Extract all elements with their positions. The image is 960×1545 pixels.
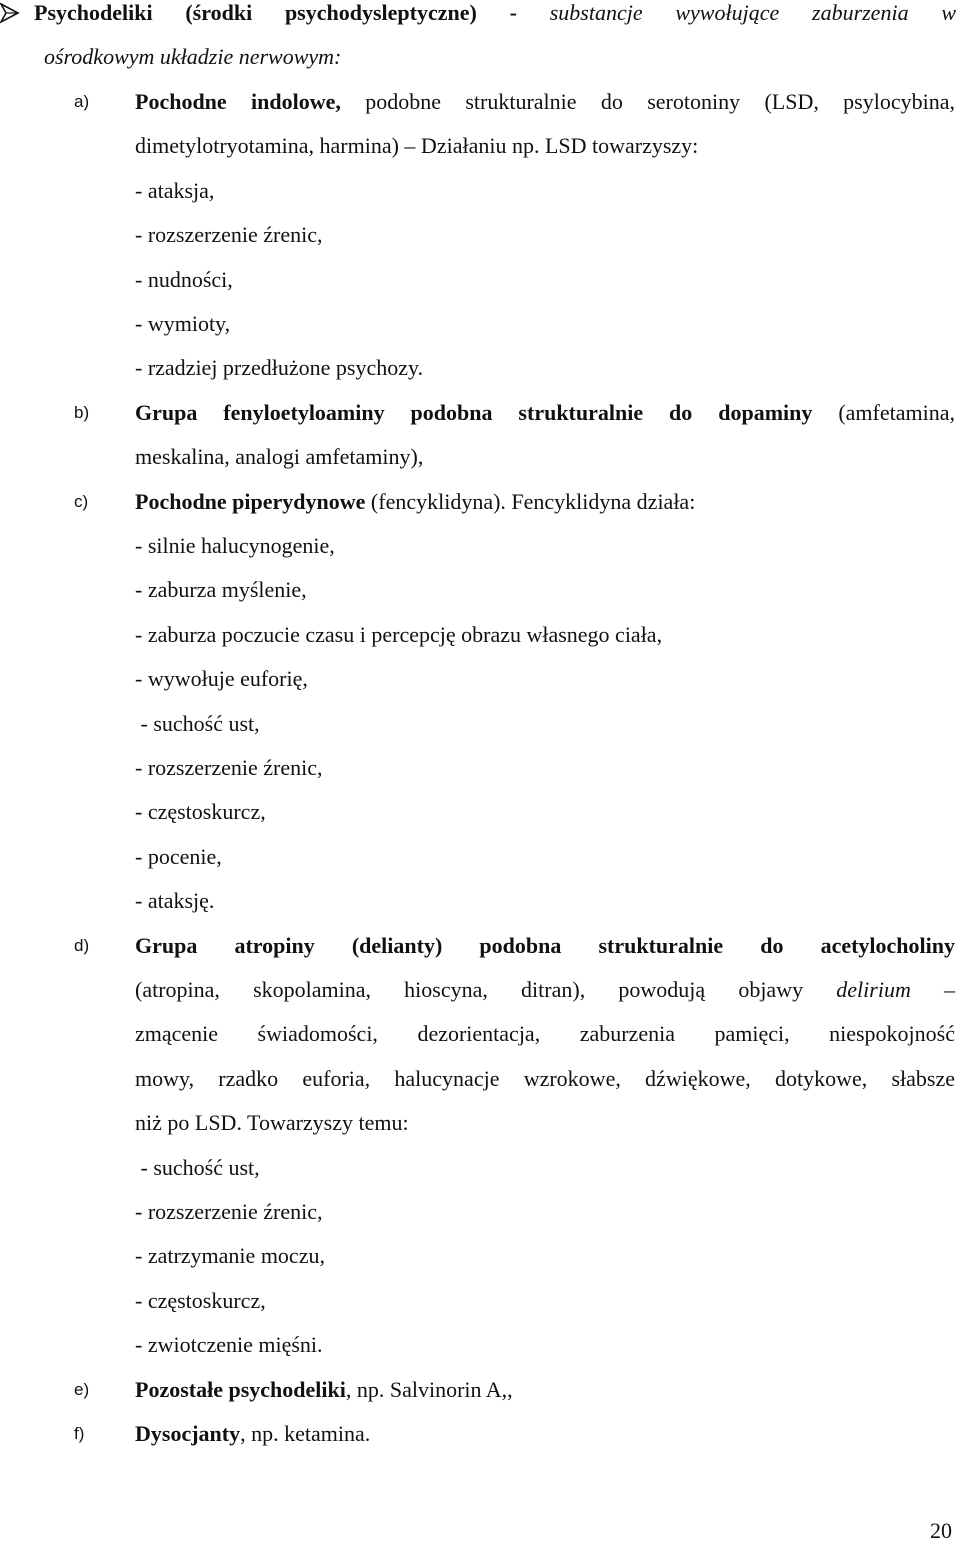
- list-item: - rozszerzenie źrenic,: [135, 222, 323, 247]
- arrowhead-bullet-icon: [0, 2, 20, 24]
- item-title: Pochodne piperydynowe: [135, 489, 366, 514]
- item-dash: –: [944, 977, 956, 1002]
- list-item: - rozszerzenie źrenic,: [135, 755, 323, 780]
- list-item: - wywołuje euforię,: [135, 666, 308, 691]
- heading-subtitle: substancje wywołujące zaburzenia w: [549, 0, 957, 25]
- item-title: Dysocjanty: [135, 1421, 241, 1446]
- list-item: - częstoskurcz,: [135, 799, 266, 824]
- item-text: , np. ketamina.: [240, 1421, 371, 1446]
- list-item: - pocenie,: [135, 844, 222, 869]
- item-text: niż po LSD. Towarzyszy temu:: [135, 1110, 409, 1135]
- item-title: Grupa fenyloetyloaminy podobna strukturalnie do dopaminy: [135, 400, 813, 425]
- item-label: b): [74, 403, 90, 422]
- heading-subtitle-cont: ośrodkowym układzie nerwowym:: [44, 44, 342, 69]
- list-item: - nudności,: [135, 267, 233, 292]
- heading-title: Psychodeliki (środki psychodysleptyczne) -: [34, 0, 517, 25]
- item-term: delirium: [836, 977, 911, 1002]
- item-title: Grupa atropiny (delianty) podobna strukturalnie do acetylocholiny: [135, 933, 955, 958]
- item-text: dimetylotryotamina, harmina) – Działaniu np. LSD towarzyszy:: [135, 133, 699, 158]
- item-label: f): [74, 1424, 85, 1443]
- item-text: mowy, rzadko euforia, halucynacje wzrokowe, dźwiękowe, dotykowe, słabsze: [135, 1066, 955, 1091]
- list-item: - suchość ust,: [135, 711, 260, 736]
- item-text: zmącenie świadomości, dezorientacja, zaburzenia pamięci, niespokojność: [135, 1021, 955, 1046]
- item-title: Pozostałe psychodeliki: [135, 1377, 346, 1402]
- item-label: e): [74, 1380, 90, 1399]
- item-label: a): [74, 92, 90, 111]
- item-text: (fencyklidyna). Fencyklidyna działa:: [370, 489, 696, 514]
- list-item: - silnie halucynogenie,: [135, 533, 335, 558]
- item-text: (amfetamina,: [838, 400, 955, 425]
- list-item: - wymioty,: [135, 311, 231, 336]
- item-text: (atropina, skopolamina, hioscyna, ditran), powodują objawy: [135, 977, 804, 1002]
- list-item: - rzadziej przedłużone psychozy.: [135, 355, 424, 380]
- item-label: c): [74, 492, 89, 511]
- list-item: - częstoskurcz,: [135, 1288, 266, 1313]
- item-text: meskalina, analogi amfetaminy),: [135, 444, 424, 469]
- page-number: 20: [930, 1518, 952, 1543]
- list-item: - ataksja,: [135, 178, 215, 203]
- list-item: - zatrzymanie moczu,: [135, 1243, 325, 1268]
- item-text: , np. Salvinorin A,,: [345, 1377, 513, 1402]
- item-label: d): [74, 936, 90, 955]
- list-item: - zaburza poczucie czasu i percepcję obrazu własnego ciała,: [135, 622, 663, 647]
- item-title: Pochodne indolowe,: [135, 89, 341, 114]
- item-text: podobne strukturalnie do serotoniny (LSD, psylocybina,: [365, 89, 956, 114]
- list-item: - suchość ust,: [135, 1155, 260, 1180]
- list-item: - zaburza myślenie,: [135, 577, 307, 602]
- list-item: - zwiotczenie mięśni.: [135, 1332, 323, 1357]
- list-item: - rozszerzenie źrenic,: [135, 1199, 323, 1224]
- list-item: - ataksję.: [135, 888, 215, 913]
